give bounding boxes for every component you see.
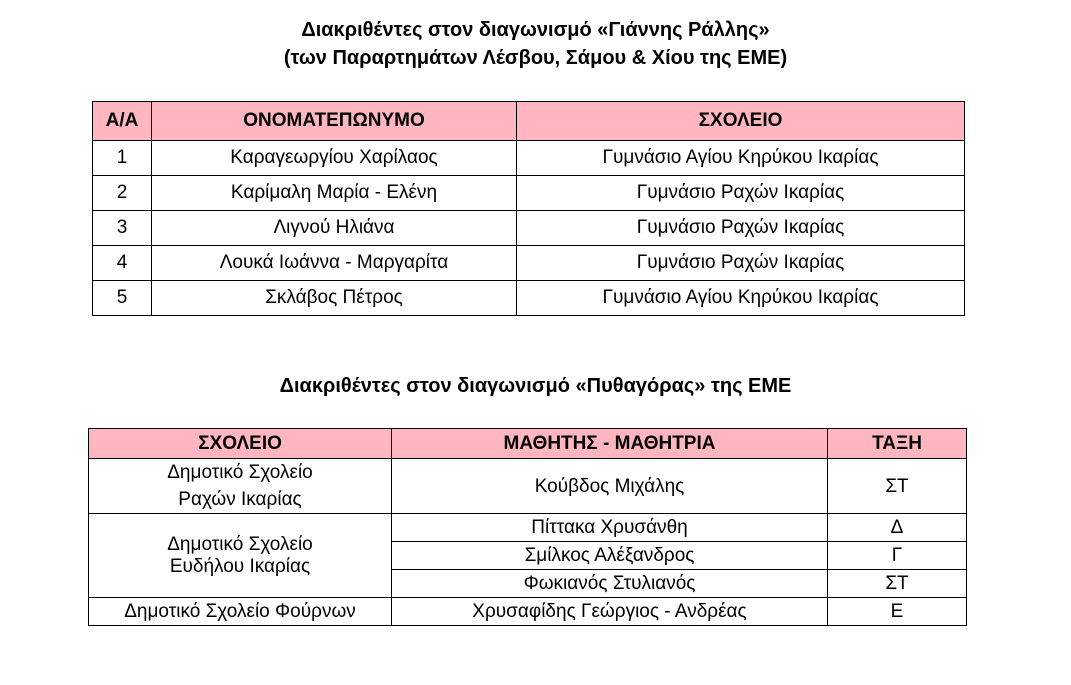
header-grade: ΤΑΞΗ [828,429,967,459]
pythagoras-winners-table [88,428,967,626]
table-row [93,211,965,246]
school-name: Γυμνάσιο Ραχών Ικαρίας [517,211,965,246]
school-name: Γυμνάσιο Ραχών Ικαρίας [517,246,965,281]
student-name: Λιγνού Ηλιάνα [152,211,517,246]
row-number: 5 [93,281,152,316]
school-name-line2: Ραχών Ικαρίας [178,489,302,510]
row-number: 3 [93,211,152,246]
school-name: Δημοτικό Σχολείο Φούρνων [89,598,392,626]
header-fullname: ΟΝΟΜΑΤΕΠΩΝΥΜΟ [152,102,517,141]
ralli-winners-table [92,101,965,316]
row-number: 2 [93,176,152,211]
student-grade: ΣΤ [828,570,967,598]
row-number: 4 [93,246,152,281]
student-grade: Ε [828,598,967,626]
student-name: Καρίμαλη Μαρία - Ελένη [152,176,517,211]
school-name-line1: Δημοτικό Σχολείο [167,533,313,555]
ralli-competition-title [0,16,1071,72]
header-aa: Α/Α [93,102,152,141]
student-name: Καραγεωργίου Χαρίλαος [152,141,517,176]
header-student: ΜΑΘΗΤΗΣ - ΜΑΘΗΤΡΙΑ [392,429,828,459]
school-name [89,459,392,514]
student-name: Λουκά Ιωάννα - Μαργαρίτα [152,246,517,281]
student-name: Κούβδος Μιχάλης [392,459,828,514]
student-grade: Γ [828,542,967,570]
header-school: ΣΧΟΛΕΙΟ [89,429,392,459]
table-header-row [89,429,967,459]
school-name-line1: Δημοτικό Σχολείο [167,462,313,483]
table-row [93,141,965,176]
student-grade: ΣΤ [828,459,967,514]
table-row [93,281,965,316]
school-name-line2: Ευδήλου Ικαρίας [169,555,311,577]
table-header-row [93,102,965,141]
student-name: Φωκιανός Στυλιανός [392,570,828,598]
ralli-title-line2: (των Παραρτημάτων Λέσβου, Σάμου & Χίου της ΕΜΕ) [283,47,788,69]
school-name [89,514,392,598]
school-name: Γυμνάσιο Αγίου Κηρύκου Ικαρίας [517,141,965,176]
table-row [89,459,967,514]
table-row [89,514,967,542]
table-row [93,246,965,281]
header-school: ΣΧΟΛΕΙΟ [517,102,965,141]
student-grade: Δ [828,514,967,542]
table-row [89,598,967,626]
school-name: Γυμνάσιο Ραχών Ικαρίας [517,176,965,211]
pythagoras-competition-title: Διακριθέντες στον διαγωνισμό «Πυθαγόρας» της ΕΜΕ [279,375,792,397]
table-row [93,176,965,211]
student-name: Σμίλκος Αλέξανδρος [392,542,828,570]
student-name: Πίττακα Χρυσάνθη [392,514,828,542]
ralli-title-line1: Διακριθέντες στον διαγωνισμό «Γιάννης Ράλλης» [301,19,770,41]
row-number: 1 [93,141,152,176]
student-name: Χρυσαφίδης Γεώργιος - Ανδρέας [392,598,828,626]
school-name: Γυμνάσιο Αγίου Κηρύκου Ικαρίας [517,281,965,316]
student-name: Σκλάβος Πέτρος [152,281,517,316]
